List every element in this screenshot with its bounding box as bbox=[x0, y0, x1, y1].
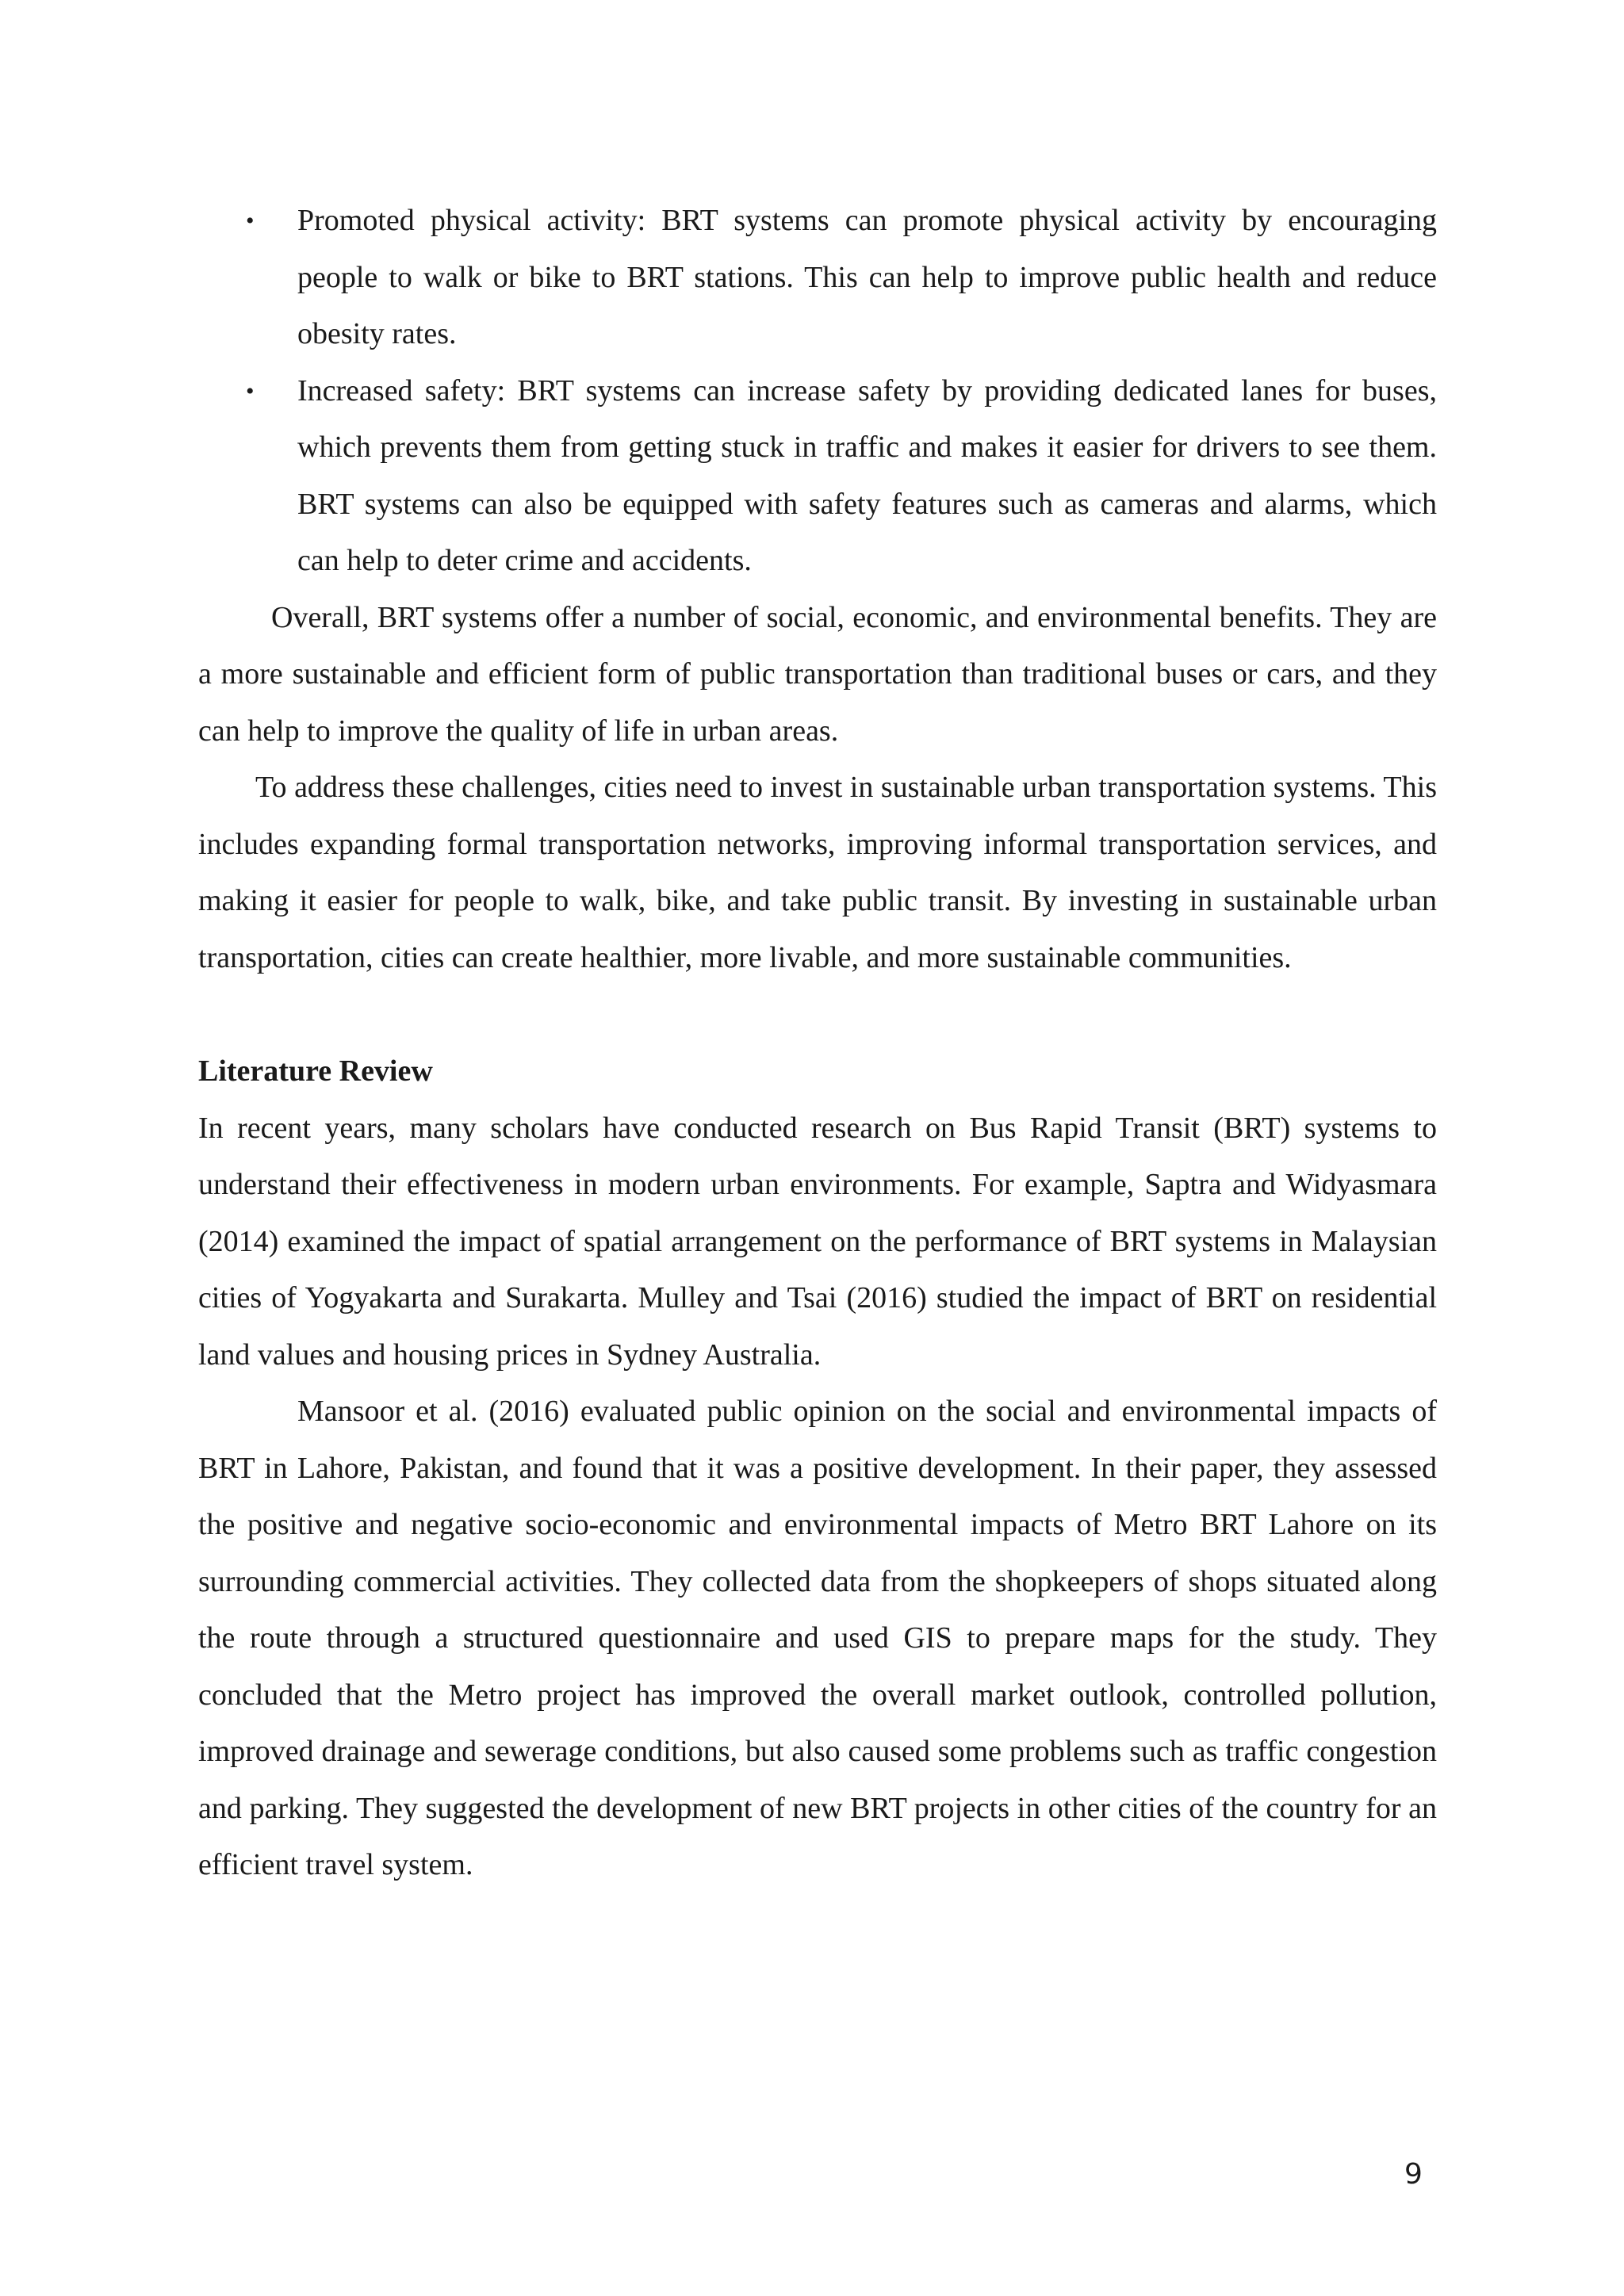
bullet-text: Promoted physical activity: BRT systems can promote physical activity by encouraging people to walk or bike to BRT stations. This can help to improve public health and reduce obesity rates. bbox=[297, 204, 1437, 350]
section-spacer bbox=[198, 986, 1437, 1043]
paragraph-literature-review-1: In recent years, many scholars have conducted research on Bus Rapid Transit (BRT) systems to understand their effectiveness in modern urban environments. For example, Saptra and Widyasmara (2014) examined the impact of spatial arrangement on the performance of BRT systems in Malaysian cities of Yogyakarta and Surakarta. Mulley and Tsai (2016) studied the impact of BRT on residential land values and housing prices in Sydney Australia. bbox=[198, 1111, 1437, 1372]
page-body bbox=[198, 193, 1437, 1894]
paragraph-address-challenges: To address these challenges, cities need to invest in sustainable urban transportation systems. This includes expanding formal transportation networks, improving informal transportation services, and making it easier for people to walk, bike, and take public transit. By investing in sustainable urban transportation, cities can create healthier, more livable, and more sustainable communities. bbox=[198, 771, 1437, 974]
benefits-list bbox=[198, 193, 1437, 590]
bullet-text: Increased safety: BRT systems can increase safety by providing dedicated lanes for buses, which prevents them from getting stuck in traffic and makes it easier for drivers to see them. BRT systems can also be equipped with safety features such as cameras and alarms, which can help to deter crime and accidents. bbox=[297, 373, 1437, 577]
bullet-icon: • bbox=[246, 377, 255, 404]
bullet-item-physical-activity bbox=[198, 193, 1437, 363]
bullet-item-safety bbox=[198, 363, 1437, 590]
paragraph-overall: Overall, BRT systems offer a number of social, economic, and environmental benefits. They are a more sustainable and efficient form of public transportation than traditional buses or cars, and they can help to improve the quality of life in urban areas. bbox=[198, 600, 1437, 748]
page-number: 9 bbox=[1404, 2158, 1423, 2191]
paragraph-literature-review-2: Mansoor et al. (2016) evaluated public opinion on the social and environmental impacts of BRT in Lahore, Pakistan, and found that it was a positive development. In their paper, they assessed the positive and negative socio-economic and environmental impacts of Metro BRT Lahore on its surrounding commercial activities. They collected data from the shopkeepers of shops situated along the route through a structured questionnaire and used GIS to prepare maps for the study. They concluded that the Metro project has improved the overall market outlook, controlled pollution, improved drainage and sewerage conditions, but also caused some problems such as traffic congestion and parking. They suggested the development of new BRT projects in other cities of the country for an efficient travel system. bbox=[198, 1395, 1437, 1881]
bullet-icon: • bbox=[246, 208, 255, 234]
section-heading-literature-review: Literature Review bbox=[198, 1054, 433, 1088]
